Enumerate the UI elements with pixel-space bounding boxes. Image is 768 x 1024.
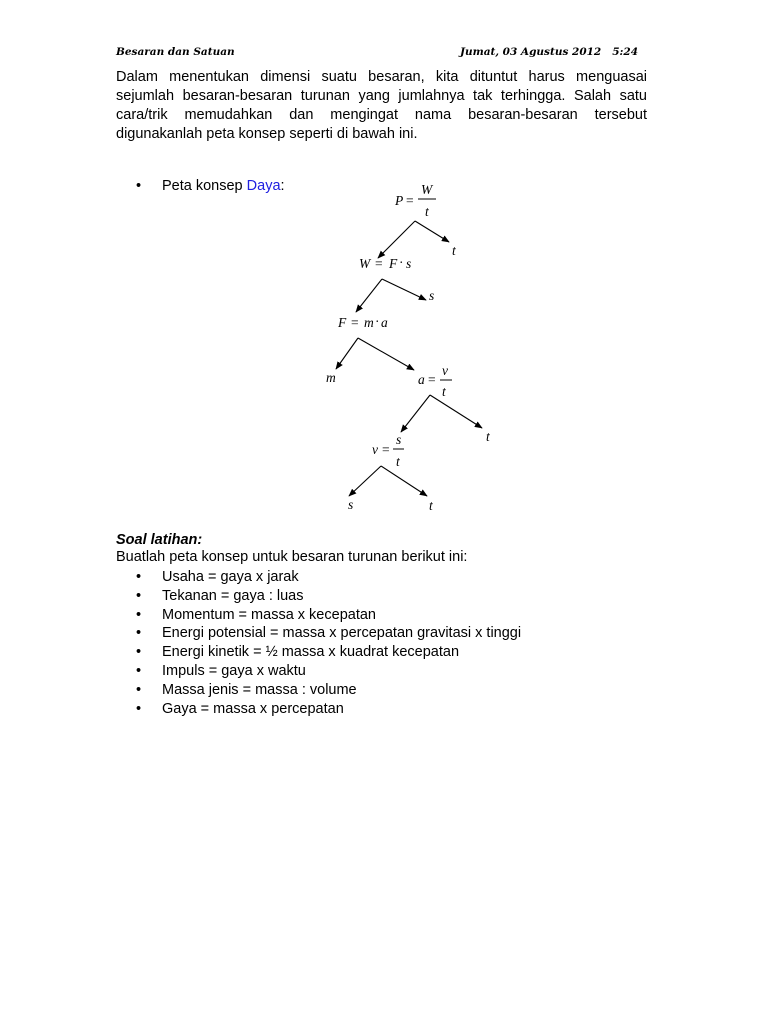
node-force-formula <box>337 314 388 330</box>
velocity-numerator: s <box>396 432 402 447</box>
node-velocity-formula <box>372 432 404 469</box>
list-item <box>136 662 521 681</box>
edge-work-to-force <box>356 279 382 312</box>
bullet-dot: • <box>136 644 142 661</box>
header-title: Besaran dan Satuan <box>116 46 235 58</box>
exercise-list <box>136 568 521 718</box>
bullet-dot: • <box>136 606 142 623</box>
list-item-text: Tekanan = gaya : luas <box>162 587 304 604</box>
work-lhs: W <box>359 256 371 271</box>
edge-force-to-mass <box>336 338 358 369</box>
edge-power-to-time <box>415 221 449 242</box>
list-item-text: Momentum = massa x kecepatan <box>162 606 376 623</box>
list-item-text: Usaha = gaya x jarak <box>162 569 299 585</box>
node-work-formula <box>359 255 411 271</box>
edge-acceleration-to-velocity <box>401 395 430 432</box>
node-acceleration-formula <box>418 363 452 399</box>
work-equals: = <box>375 256 383 271</box>
header-date: Jumat, 03 Agustus 2012 5:24 <box>459 46 638 58</box>
leaf-time-1: t <box>452 243 456 258</box>
edge-velocity-to-time <box>381 466 427 496</box>
edge-velocity-to-distance <box>349 466 381 496</box>
intro-paragraph: Dalam menentukan dimensi suatu besaran, kita dituntut harus menguasai sejumlah besaran-besaran turunan yang jumlahnya tak terhingga. Salah satu cara/trik memudahkan dan mengingat nama besaran-besaran tersebut digunakanlah peta konsep seperti di bawah ini. <box>116 69 647 142</box>
work-dot: · <box>399 255 404 270</box>
list-item <box>136 624 521 643</box>
bullet-dot: • <box>136 700 142 717</box>
edge-force-to-acceleration <box>358 338 414 370</box>
velocity-lhs: v <box>372 442 378 457</box>
bullet-dot: • <box>136 625 142 642</box>
acceleration-numerator: v <box>442 363 448 378</box>
exercise-title: Soal latihan: <box>116 532 203 548</box>
list-item <box>136 700 521 719</box>
exercise-instruction: Buatlah peta konsep untuk besaran turunan berikut ini: <box>116 549 468 565</box>
list-item <box>136 587 521 606</box>
node-power-formula <box>394 182 436 219</box>
force-dot: · <box>375 314 380 329</box>
power-numerator: W <box>421 182 433 197</box>
work-distance: s <box>406 256 412 271</box>
list-item-text: Massa jenis = massa : volume <box>162 681 357 698</box>
edge-acceleration-to-time <box>430 395 482 428</box>
power-denominator: t <box>425 204 429 219</box>
concept-map-label-highlight: Daya <box>246 178 281 194</box>
work-force: F <box>389 256 398 271</box>
list-item <box>136 643 521 662</box>
leaf-distance-1: s <box>429 288 435 303</box>
power-lhs: P <box>395 193 404 208</box>
list-item-text: Gaya = massa x percepatan <box>162 700 344 717</box>
list-item-text: Energi kinetik = ½ massa x kuadrat kecepatan <box>162 644 460 661</box>
bullet-dot: • <box>136 178 142 194</box>
acceleration-equals: = <box>428 372 436 387</box>
edge-work-to-distance <box>382 279 426 300</box>
bullet-dot: • <box>136 662 142 679</box>
acceleration-denominator: t <box>442 384 446 399</box>
concept-map-label-prefix: Peta konsep <box>162 178 247 194</box>
leaf-distance-2: s <box>348 497 354 512</box>
list-item <box>136 606 521 625</box>
velocity-equals: = <box>382 442 390 457</box>
power-equals: = <box>406 193 414 208</box>
acceleration-lhs: a <box>418 372 425 387</box>
force-mass: m <box>364 315 374 330</box>
force-lhs: F <box>338 315 347 330</box>
velocity-denominator: t <box>396 454 400 469</box>
concept-map-label-suffix: : <box>280 178 285 194</box>
list-item-text: Energi potensial = massa x percepatan gravitasi x tinggi <box>162 625 522 642</box>
bullet-dot: • <box>136 569 142 585</box>
leaf-time-2: t <box>486 429 490 444</box>
force-acceleration: a <box>381 315 388 330</box>
list-item-text: Impuls = gaya x waktu <box>162 662 306 679</box>
list-item <box>136 568 521 587</box>
bullet-dot: • <box>136 681 142 698</box>
edge-power-to-work <box>378 221 415 258</box>
leaf-mass: m <box>326 370 336 385</box>
force-equals: = <box>351 315 359 330</box>
leaf-time-3: t <box>429 498 433 513</box>
list-item <box>136 681 521 700</box>
bullet-dot: • <box>136 587 142 604</box>
